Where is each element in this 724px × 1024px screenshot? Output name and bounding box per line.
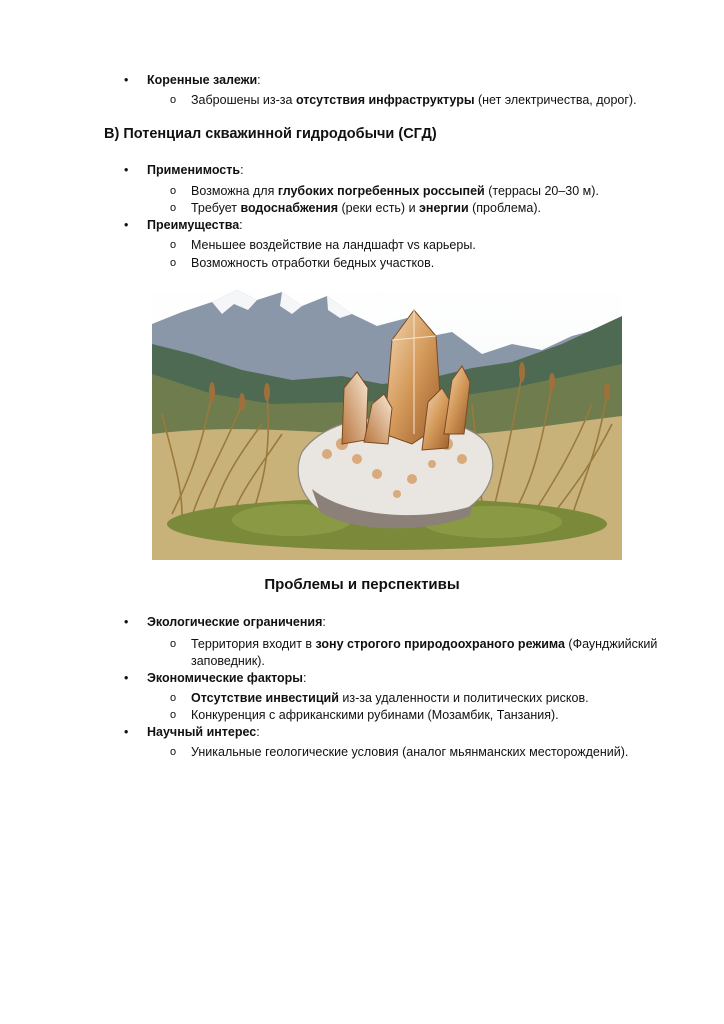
crystal-illustration bbox=[152, 284, 622, 560]
document-page: Коренные залежи: o Заброшены из-за отсутствия инфраструктуры (нет электричества, дорог). В) Потенциал скважинной гидродобычи (СГД) Применимость: o Возможна для глубоких погребенных россыпей (террасы 20–30 м). o Требует водоснабжения (реки есть) и энергии (проблема). Преимущества: o Меньшее воздействие на ландшафт vs карьеры. o Возможность отработки бедных участков. Проблемы и перспективы Экологические ограничения: o Территория входит в зону строгого природоохраного режима (Фаунджийский заповедник). Экономические факторы: o Отсутствие инвестиций из-за удаленности и политических рисков. o Конкуренция с африканскими рубинами (Мозамбик, Танзания). Научный интерес: o Уникальные геологические условия (аналог мьянманских месторождений). bbox=[0, 0, 724, 1024]
section-b-heading: В) Потенциал скважинной гидродобычи (СГД) bbox=[104, 126, 437, 142]
section-c-heading: Проблемы и перспективы bbox=[264, 576, 460, 593]
